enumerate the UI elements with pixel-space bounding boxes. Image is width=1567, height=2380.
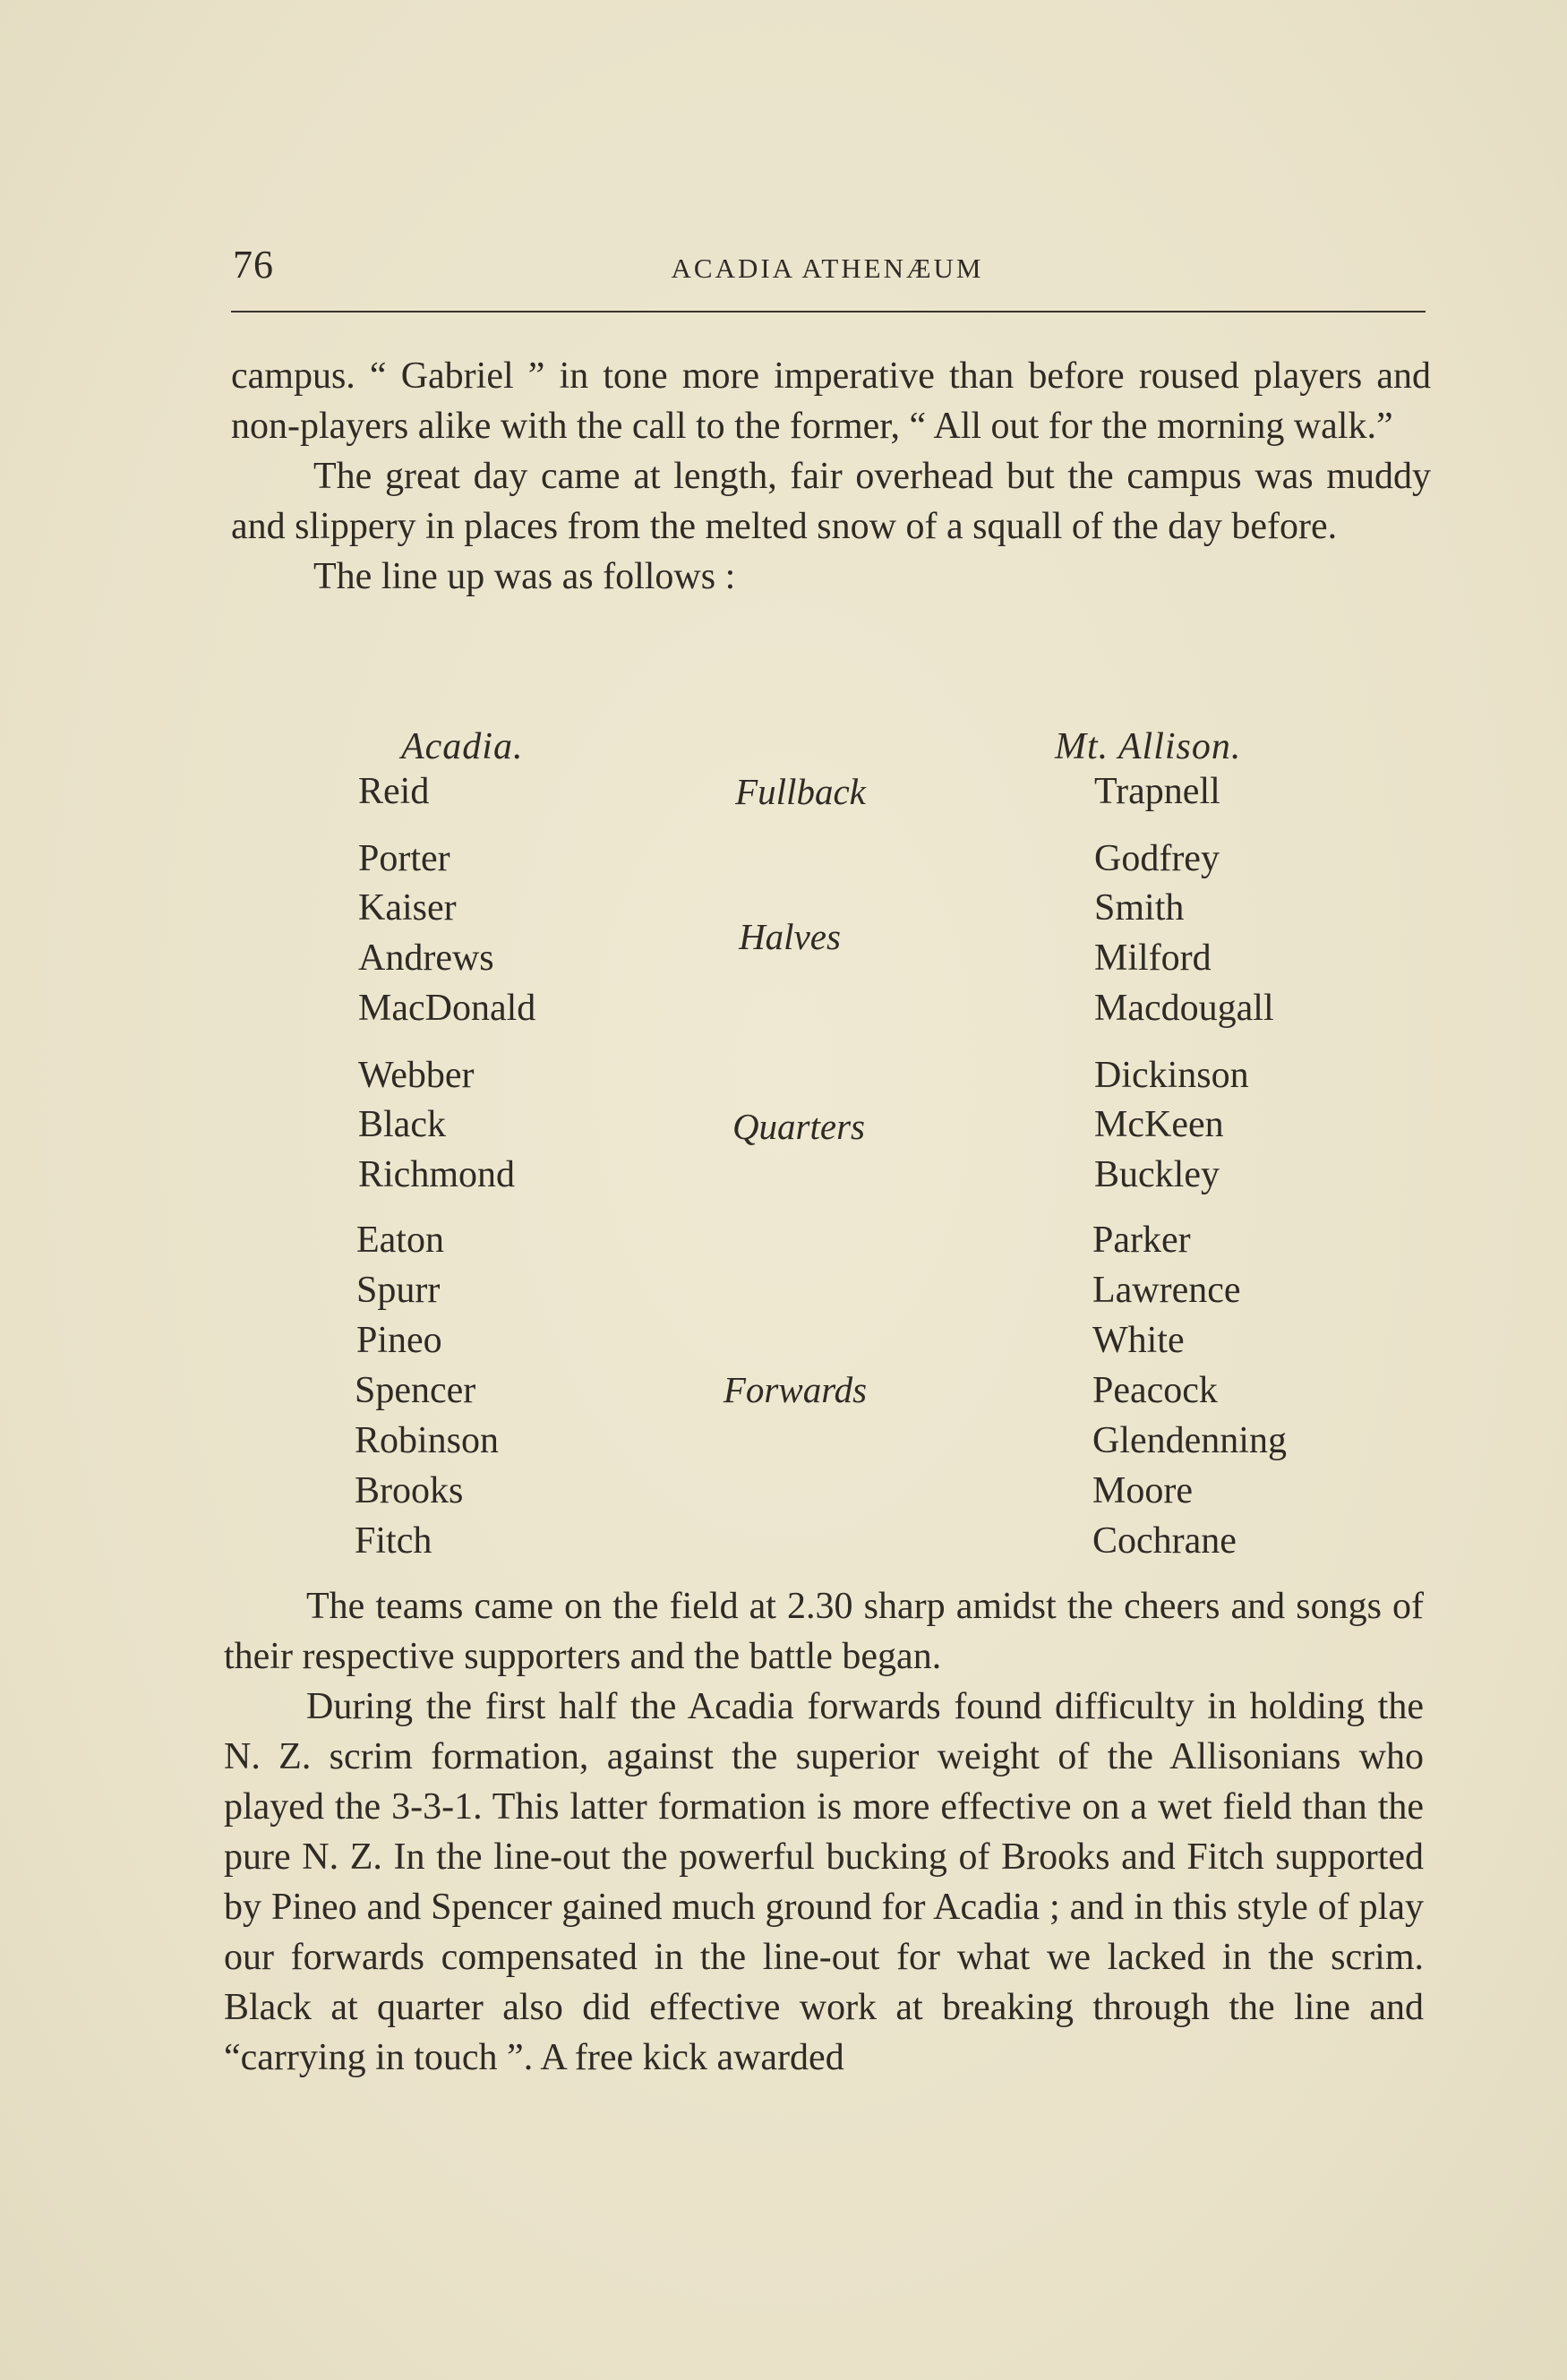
player-right: Peacock bbox=[1092, 1370, 1218, 1411]
page-number: 76 bbox=[233, 243, 274, 287]
player-right: McKeen bbox=[1094, 1104, 1224, 1145]
player-right: Dickinson bbox=[1094, 1055, 1249, 1096]
player-right: Moore bbox=[1092, 1470, 1193, 1511]
page-header bbox=[231, 242, 1424, 313]
player-left: Richmond bbox=[358, 1154, 515, 1195]
position-label-fullback: Fullback bbox=[735, 771, 866, 812]
player-left: Kaiser bbox=[358, 887, 457, 929]
player-left: Fitch bbox=[355, 1520, 432, 1562]
player-left: Eaton bbox=[356, 1220, 444, 1261]
paragraph: The teams came on the field at 2.30 sharp amidst the cheers and songs of their respective supporters and the battle began. bbox=[224, 1586, 1424, 1677]
position-label-quarters: Quarters bbox=[732, 1106, 866, 1147]
player-left: Andrews bbox=[358, 937, 494, 979]
player-right: Parker bbox=[1092, 1220, 1191, 1261]
player-right: White bbox=[1092, 1320, 1185, 1361]
team-right-heading: Mt. Allison. bbox=[1055, 726, 1242, 767]
player-right: Milford bbox=[1094, 937, 1212, 979]
player-left: Pineo bbox=[356, 1320, 442, 1361]
team-left-heading: Acadia. bbox=[401, 726, 524, 767]
player-left: Reid bbox=[358, 771, 430, 812]
player-right: Lawrence bbox=[1092, 1270, 1241, 1311]
player-left: Robinson bbox=[355, 1420, 500, 1461]
header-rule bbox=[231, 311, 1426, 312]
player-right: Godfrey bbox=[1094, 838, 1220, 879]
player-left: Webber bbox=[358, 1055, 475, 1096]
player-left: Spurr bbox=[356, 1270, 441, 1311]
player-left: Brooks bbox=[355, 1470, 464, 1511]
paragraph: During the first half the Acadia forwards found difficulty in holding the N. Z. scrim formation, against the superior weight of the Allisonians who played the 3-3-1. This latter formation is more effective on a wet field than the pure N. Z. In the line-out the powerful bucking of Brooks and Fitch supported by Pineo and Spencer gained much ground for Acadia ; and in this style of play our forwards compensated in the line-out for what we lacked in the scrim. Black at quarter also did effective work at breaking through the line and “carrying in touch ”. A free kick awarded bbox=[224, 1686, 1424, 2078]
player-left: MacDonald bbox=[358, 988, 536, 1029]
player-right: Glendenning bbox=[1092, 1420, 1287, 1461]
player-right: Buckley bbox=[1094, 1154, 1220, 1195]
player-left: Porter bbox=[358, 838, 450, 879]
bottom-text bbox=[224, 1581, 1424, 2083]
player-right: Smith bbox=[1094, 887, 1185, 929]
player-left: Spencer bbox=[355, 1370, 476, 1411]
position-label-forwards: Forwards bbox=[723, 1369, 868, 1410]
player-right: Trapnell bbox=[1094, 771, 1220, 812]
player-left: Black bbox=[358, 1104, 446, 1145]
paragraph: The line up was as follows : bbox=[313, 556, 736, 597]
top-text bbox=[231, 351, 1431, 602]
paragraph: campus. “ Gabriel ” in tone more imperative than before roused players and non-players alike with the call to the former, “ All out for the morning walk.” bbox=[231, 355, 1431, 447]
player-right: Macdougall bbox=[1094, 988, 1274, 1029]
paragraph: The great day came at length, fair overhead but the campus was muddy and slippery in places from the melted snow of a squall of the day before. bbox=[231, 456, 1431, 547]
position-label-halves: Halves bbox=[739, 916, 841, 957]
player-right: Cochrane bbox=[1092, 1520, 1237, 1562]
running-head: ACADIA ATHENÆUM bbox=[671, 253, 984, 284]
